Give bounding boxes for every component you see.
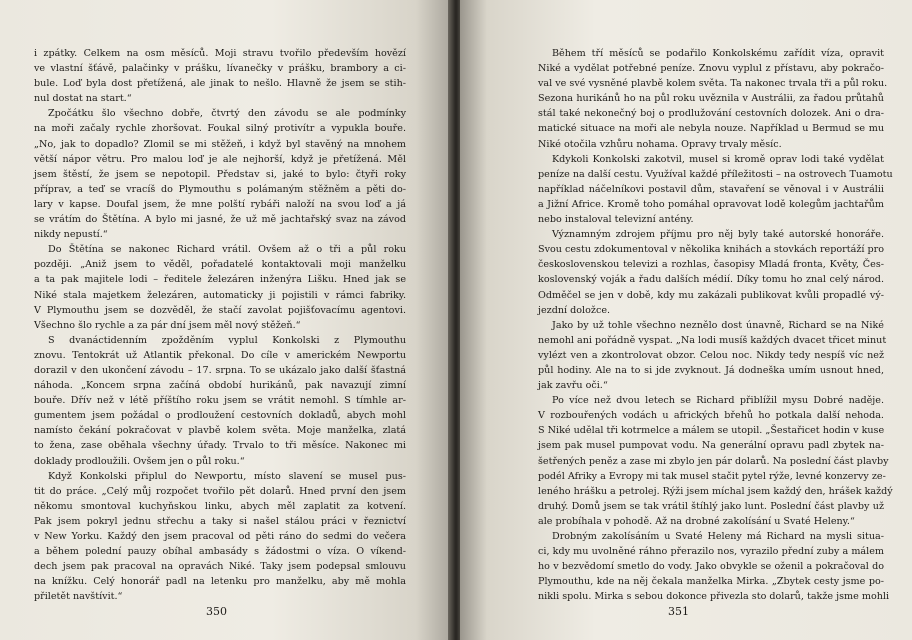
text-line: a během polední pauzy obíhal ambasády s žádostmi o víza. O víkend- [34,546,406,558]
text-line: Během tří měsíců se podařilo Konkolskému zařídit víza, opravit [552,48,884,59]
text-line: val ve své vysněné plavbě kolem světa. Ta nakonec trvala tři a půl roku. [538,78,888,90]
text-line: tit do práce. „Celý můj rozpočet tvořilo pět dolarů. Hned první den jsem [34,485,406,497]
text-line: například náčelníkovi postavil dům, stavaření se věnoval i v Austrálii [538,183,884,195]
text-line: nikdy nepustí.“ [34,229,108,241]
text-line: Drobným zakolísáním u Svaté Heleny má Richard na mysli situa- [552,531,884,542]
text-line: S Niké udělal tři kotrmelce a málem se utopil. „Šestařicet hodin v kuse [538,425,885,437]
text-line: „No, jak to dopadlo? Zlomil se mi stěžeň, i když byl stavěný na mnohem [34,138,406,150]
text-line: Významným zdrojem příjmu pro něj byly také autorské honoráře. [552,229,884,241]
text-line: druhý. Domů jsem se tak vrátil štíhlý jako lunt. Poslední část plavby už [538,500,884,512]
text-line: matické situace na moři ale nebyla nouze. Například u Bermud se mu [538,123,884,135]
text-line: Všechno šlo rychle a za pár dní jsem měl nový stěžeň.“ [34,319,301,331]
text-line: nul dostat na start.“ [34,93,132,105]
text-line: větší nápor větru. Pro malou loď je ale nejhorší, když je přetížená. Měl [34,153,406,165]
text-line: na knížku. Celý honorář padl na letenku pro manželku, aby mě mohla [34,576,406,588]
text-line: půl hodiny. Ale na to si jde zvyknout. Já dodneška umím usnout hned, [538,364,884,376]
text-line: Jako by už tohle všechno neznělo dost únavně, Richard se na Niké [552,319,884,331]
text-line: podél Afriky a Evropy mi tak musel stačit pytel rýže, levné konzervy ze- [538,470,886,482]
text-line: Sezona hurikánů ho na půl roku uvěznila v Austrálii, za řadou průtahů [538,93,884,105]
text-line: nebo instaloval televizní antény. [538,214,694,226]
text-line: nikli spolu. Mirka s sebou dokonce přivezla sto dolarů, takže jsme mohli [538,591,890,603]
right-page-number: 351 [668,605,689,618]
text-line: namísto čekání pokračovat v plavbě kolem světa. Moje manželka, zlatá [34,425,406,437]
left-page-text [34,46,406,604]
text-line: doklady prodloužili. Ovšem jen o půl roku.“ [34,455,245,467]
text-line: na moři začaly rychle zhoršovat. Foukal silný protivítr a vypukla bouře. [34,123,406,135]
text-line: československou televizi a rozhlas, časopisy Mladá fronta, Květy, Čes- [538,259,884,271]
text-line: dorazil v den ukončení závodu – 17. srpna. To se ukázalo jako další šťastná [34,364,406,376]
text-line: leného hrášku a petrolej. Rýži jsem míchal jsem každý den, hrášek každý [538,485,893,497]
text-line: vylézt ven a zkontrolovat obzor. Celou noc. Nikdy tedy nespíš víc než [538,349,884,361]
text-line: i zpátky. Celkem na osm měsíců. Moji stravu tvořilo především hovězí [34,48,406,59]
text-line: Niké otočila vzhůru nohama. Opravy trvaly měsíc. [538,138,782,150]
text-line: Niké stala majetkem železáren, automaticky ji pojistili v rámci fabriky. [34,289,406,301]
text-line: koslovenský voják a řadu dalších médií. Díky tomu ho znal celý národ. [538,274,884,286]
text-line: lary v kapse. Doufal jsem, že mne polští rybáři naloží na svou loď a já [34,198,406,210]
text-line: a Jižní Africe. Kromě toho pomáhal opravovat lodě kolegům jachtařům [538,198,884,210]
text-line: Odměčel se jen v době, kdy mu zakázali publikovat kvůli propadlé vý- [538,289,884,301]
text-line: ve vlastní šťávě, palačinky v prášku, lívanečky v prášku, brambory a ci- [34,63,406,75]
text-line: jak zavřu oči.“ [538,380,608,392]
left-page-number: 350 [206,605,227,618]
right-page-text [538,46,893,604]
text-line: a ta pak majitele lodi – ředitele železáren inženýra Lišku. Hned jak se [34,274,406,286]
text-line: nemohl ani pořádně vyspat. „Na lodi musíš každých dvacet třicet minut [538,334,887,346]
left-page [0,0,452,640]
text-line: stál také nekonečný boj o prodlužování cestovních dolozek. Ani o dra- [538,108,884,120]
text-line: bule. Loď byla dost přetížená, ale jinak to nešlo. Hlavně že jsem se stih- [34,78,406,90]
text-line: jsem štěstí, že jsem se nepotopil. Představ si, jaké to bylo: čtyři roky [34,168,406,180]
text-line: Niké a vydělat potřebné peníze. Znovu vyplul z přístavu, aby pokračo- [538,63,884,75]
text-line: peníze na další cestu. Využíval každé příležitosti – na ostrovech Tuamotu [538,168,893,180]
text-line: Kdykoli Konkolski zakotvil, musel si kromě oprav lodi také vydělat [552,153,884,165]
text-line: Do Štětína se nakonec Richard vrátil. Ovšem až o tři a půl roku [48,244,406,256]
text-line: někomu smontoval kuchyňskou linku, abych měl zaplatit za kotvení. [34,500,406,512]
text-line: přiletět navštívit.“ [34,591,123,603]
text-line: Když Konkolski připlul do Newportu, místo slavení se musel pus- [48,470,406,482]
text-line: později. „Aniž jsem to věděl, pořadatelé kontaktovali moji manželku [34,259,406,271]
text-line: ci, kdy mu uvolněné ráhno přerazilo nos, vyrazilo přední zuby a málem [538,546,884,558]
text-line: ho v bezvědomí smetlo do vody. Jako obvykle se oženil a pokračoval do [538,561,884,573]
text-line: v New Yorku. Každý den jsem pracoval od pěti ráno do sedmi do večera [34,531,406,542]
text-line: Zpočátku šlo všechno dobře, čtvrtý den závodu se ale podmínky [48,108,406,120]
text-line: Po více než dvou letech se Richard přiblížil mysu Dobré naděje. [552,395,884,407]
text-line: S dvanáctidenním zpožděním vyplul Konkolski z Plymouthu [48,334,406,346]
text-line: Pak jsem pokryl jednu střechu a taky si našel stálou práci v řeznictví [34,515,406,527]
text-line: Plymouthu, kde na něj čekala manželka Mirka. „Zbytek cesty jsme po- [538,576,884,588]
text-line: to žena, zase oběhala všechny úřady. Trvalo to tři měsíce. Nakonec mi [34,440,406,452]
text-line: náhoda. „Koncem srpna začíná období hurikánů, pak navazují zimní [34,380,406,392]
text-line: jsem pak musel pumpovat vodu. Na generální opravu padl zbytek na- [538,440,884,452]
text-line: jezdní doložce. [538,304,611,316]
text-line: příprav, a teď se vracíš do Plymouthu s polámaným stěžněm a pěti do- [34,183,406,195]
text-line: V rozbouřených vodách u afrických břehů ho potkala další nehoda. [538,410,884,422]
text-line: znovu. Tentokrát už Atlantik překonal. Do cíle v americkém Newportu [34,349,406,361]
text-line: bouře. Dřív než v létě příštího roku jsem se vrátit nemohl. S tímhle ar- [34,395,406,407]
right-page [460,0,912,640]
text-line: gumentem jsem požádal o prodloužení cestovních dokladů, abych mohl [34,410,406,422]
text-line: dech jsem pak pracoval na opravách Niké. Taky jsem podepsal smlouvu [34,561,406,573]
text-line: Svou cestu zdokumentoval v několika knihách a stovkách reportáží pro [538,244,884,256]
text-line: šetřených peněz a zase mi zbylo jen pár dolarů. Na poslední část plavby [538,455,889,467]
text-line: ale probíhala v pohodě. Až na drobné zakolísání u Svaté Heleny.“ [538,515,855,527]
text-line: V Plymouthu jsem se dozvěděl, že stačí zavolat pojišťovacímu agentovi. [34,304,406,316]
text-line: se vrátím do Štětína. A bylo mi jasné, že už mě jachtařský svaz na závod [34,214,406,226]
